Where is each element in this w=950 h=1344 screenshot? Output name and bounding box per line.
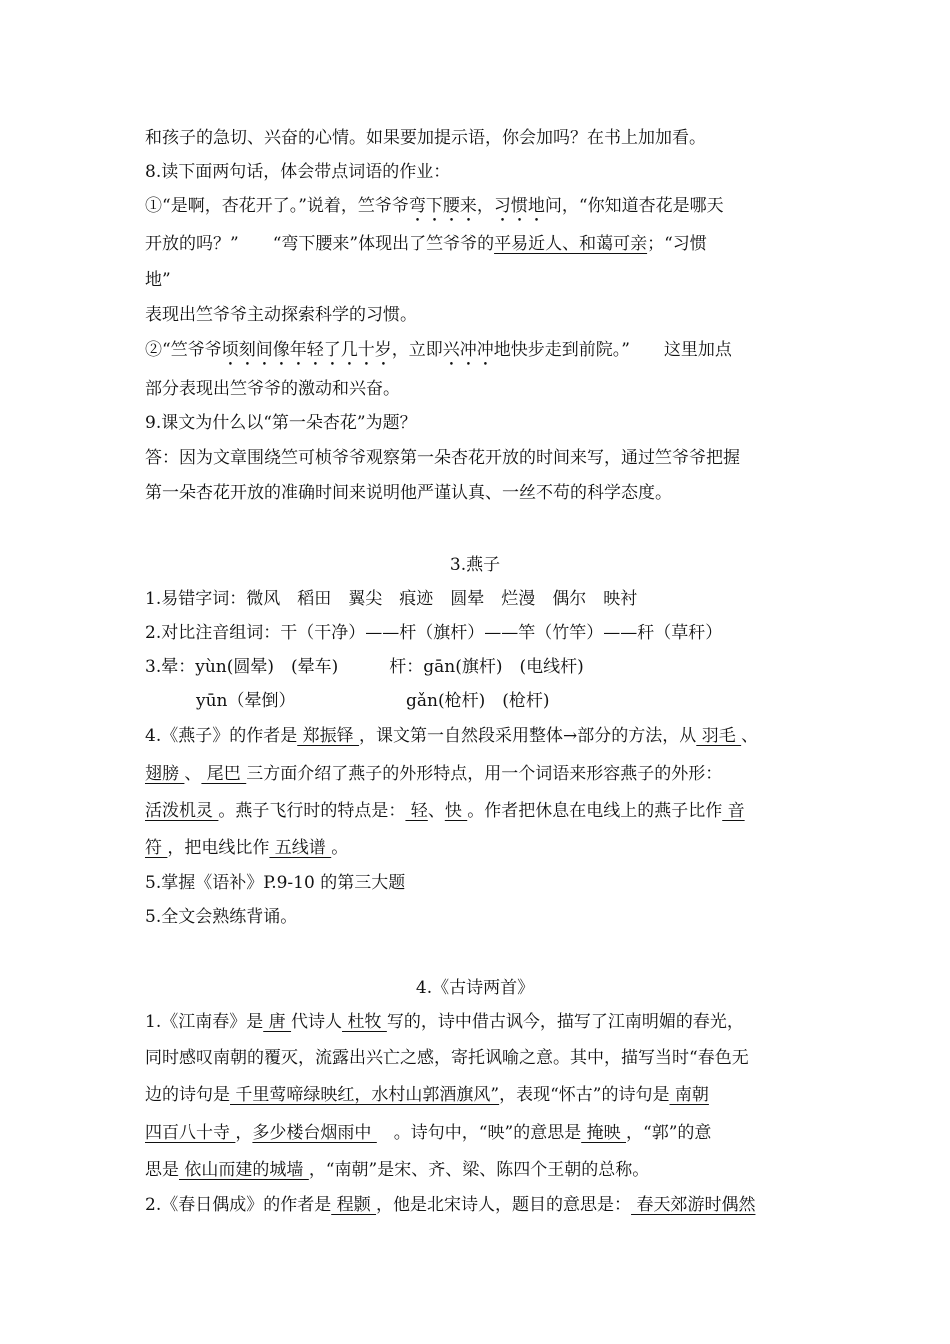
text-line: 符 ，把电线比作 五线谱 。 <box>145 838 349 858</box>
text-line: ②“竺爷爷顷刻间像年轻了几十岁，立即兴冲冲地快步走到前院。” 这里加点 <box>145 340 732 360</box>
answer-blank: 羽毛 <box>696 726 742 746</box>
question-1: 1.易错字词：微风 稻田 翼尖 痕迹 圆晕 烂漫 偶尔 映衬 <box>145 589 638 609</box>
text-line: 部分表现出竺爷爷的激动和兴奋。 <box>145 379 400 399</box>
text-line: 边的诗句是 千里莺啼绿映红，水村山郭酒旗风”，表现“怀古”的诗句是 南朝 <box>145 1085 709 1105</box>
text-line: 开放的吗？” “弯下腰来”体现出了竺爷爷的平易近人、和蔼可亲；“习惯 <box>145 234 707 254</box>
answer-blank: 五线谱 <box>269 838 332 858</box>
question-2: 2.《春日偶成》的作者是 程颢 ，他是北宋诗人，题目的意思是： 春天郊游时偶然 <box>145 1195 756 1215</box>
dotted-phrase: 兴冲冲 <box>442 340 494 360</box>
text-line: 四百八十寺 ，多少楼台烟雨中 。诗句中，“映”的意思是 掩映 ，“郭”的意 <box>145 1123 712 1143</box>
answer-blank: 依山而建的城墙 <box>179 1160 309 1180</box>
question-8: 8.读下面两句话，体会带点词语的作业： <box>145 162 451 182</box>
answer-blank: 符 <box>145 838 168 858</box>
answer-blank: 杜牧 <box>342 1012 387 1032</box>
answer-blank: 春天郊游时偶然 <box>631 1195 756 1215</box>
question-3: 3.晕：yùn(圆晕) (晕车) 杆：gān(旗杆) (电线杆) <box>145 657 584 677</box>
text-line: ①“是啊，杏花开了。”说着，竺爷爷弯下腰来，习惯地问，“你知道杏花是哪天 <box>145 196 724 216</box>
question-5: 5.全文会熟练背诵。 <box>145 907 298 927</box>
text-line: 表现出竺爷爷主动探索科学的习惯。 <box>145 305 417 325</box>
answer-blank: 四百八十寺 <box>145 1123 236 1143</box>
answer-blank: 郑振铎 <box>297 726 360 746</box>
answer-blank: 翅膀 <box>145 764 185 784</box>
answer-blank: 平易近人、和蔼可亲 <box>494 234 648 254</box>
section-title: 4.《古诗两首》 <box>415 978 535 998</box>
answer-blank: 多少楼台烟雨中 <box>252 1123 377 1143</box>
text-line: 和孩子的急切、兴奋的心情。如果要加提示语，你会加吗？在书上加加看。 <box>145 128 706 148</box>
question-3: yūn（晕倒） gǎn(枪杆) (枪杆) <box>145 691 550 711</box>
answer-blank: 程颢 <box>331 1195 377 1215</box>
answer-blank: 南朝 <box>669 1085 709 1105</box>
answer-blank: 音 <box>722 801 745 821</box>
text-line: 同时感叹南朝的覆灭，流露出兴亡之感，寄托讽喻之意。其中，描写当时“春色无 <box>145 1048 749 1068</box>
text-line: 活泼机灵 。燕子飞行时的特点是： 轻、快 。作者把休息在电线上的燕子比作 音 <box>145 801 745 821</box>
dotted-phrase: 习惯地 <box>493 196 545 216</box>
answer-blank: 快 <box>444 801 468 821</box>
dotted-phrase: 顷刻间像年轻了几十岁 <box>221 340 392 360</box>
text-line: 思是 依山而建的城墙 ，“南朝”是宋、齐、梁、陈四个王朝的总称。 <box>145 1160 650 1180</box>
question-9: 9.课文为什么以“第一朵杏花”为题？ <box>145 413 417 433</box>
text-line: 地” <box>145 270 171 290</box>
answer-blank: 唐 <box>263 1012 292 1032</box>
question-2: 2.对比注音组词：干（干净）——杆（旗杆）——竿（竹竿）——秆（草秆） <box>145 623 723 643</box>
question-1: 1.《江南春》是 唐 代诗人 杜牧 写的，诗中借古讽今，描写了江南明媚的春光， <box>145 1012 744 1032</box>
text-line: 翅膀 、 尾巴 三方面介绍了燕子的外形特点，用一个词语来形容燕子的外形： <box>145 764 723 784</box>
dotted-phrase: 弯下腰来 <box>408 196 477 216</box>
answer-blank: 轻 <box>405 801 428 821</box>
answer-9: 答：因为文章围绕竺可桢爷爷观察第一朵杏花开放的时间来写，通过竺爷爷把握 <box>145 448 740 468</box>
answer-blank: 活泼机灵 <box>145 801 219 821</box>
section-title: 3.燕子 <box>449 555 501 575</box>
question-5: 5.掌握《语补》P.9-10 的第三大题 <box>145 873 406 893</box>
answer-blank: 掩映 <box>581 1123 627 1143</box>
answer-blank: 千里莺啼绿映红，水村山郭酒旗风” <box>230 1085 500 1105</box>
answer-9: 第一朵杏花开放的准确时间来说明他严谨认真、一丝不苟的科学态度。 <box>145 483 672 503</box>
question-4: 4.《燕子》的作者是 郑振铎 ，课文第一自然段采用整体→部分的方法，从 羽毛 、 <box>145 726 759 746</box>
answer-blank: 尾巴 <box>201 764 247 784</box>
